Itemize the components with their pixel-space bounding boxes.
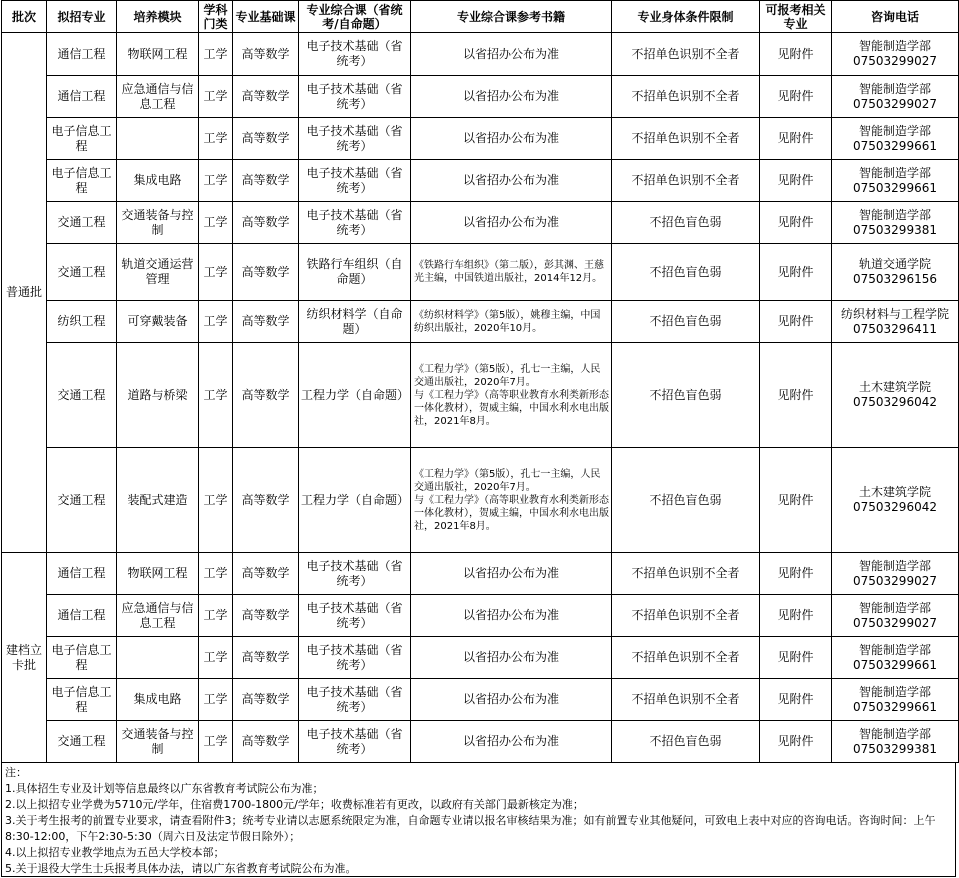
category-cell: 工学 [199, 118, 233, 160]
category-cell: 工学 [199, 33, 233, 76]
physical-requirement-cell: 不招色盲色弱 [612, 448, 760, 553]
reference-cell: 以省招办公布为准 [411, 595, 612, 637]
basic-course-cell: 高等数学 [233, 553, 299, 595]
contact-cell: 纺织材料与工程学院07503296411 [832, 301, 959, 343]
table-row [2, 202, 959, 244]
comprehensive-course-cell: 电子技术基础（省统考） [299, 721, 411, 763]
table-row [2, 595, 959, 637]
physical-requirement-cell: 不招单色识别不全者 [612, 679, 760, 721]
physical-requirement-cell: 不招单色识别不全者 [612, 76, 760, 118]
module-cell [117, 118, 199, 160]
physical-requirement-cell: 不招色盲色弱 [612, 721, 760, 763]
table-row [2, 343, 959, 448]
note-line: 1.具体招生专业及计划等信息最终以广东省教育考试院公布为准； [5, 782, 324, 795]
basic-course-cell: 高等数学 [233, 679, 299, 721]
category-cell: 工学 [199, 448, 233, 553]
basic-course-cell: 高等数学 [233, 160, 299, 202]
module-cell: 集成电路 [117, 679, 199, 721]
table-row [2, 553, 959, 595]
reference-cell: 《工程力学》（第5版），孔七一主编，人民交通出版社，2020年7月。 与《工程力学》（高等职业教育水利类新形态一体化教材），贺威主编，中国水利水电出版社，2021年8月。 [411, 343, 612, 448]
contact-cell: 智能制造学部 07503299027 [832, 595, 959, 637]
note-line: 4.以上拟招专业教学地点为五邑大学校本部； [5, 846, 225, 859]
major-cell: 交通工程 [47, 244, 117, 301]
note-line: 5.关于退役大学生士兵报考具体办法，请以广东省教育考试院公布为准。 [5, 862, 357, 875]
basic-course-cell: 高等数学 [233, 33, 299, 76]
comprehensive-course-cell: 电子技术基础（省统考） [299, 679, 411, 721]
related-major-cell: 见附件 [760, 202, 832, 244]
header-module: 培养模块 [117, 1, 199, 33]
reference-cell: 以省招办公布为准 [411, 637, 612, 679]
reference-cell: 以省招办公布为准 [411, 721, 612, 763]
major-cell: 通信工程 [47, 595, 117, 637]
note-line: 2.以上拟招专业学费为5710元/学年，住宿费1700-1800元/学年；收费标准若有更改，以政府有关部门最新核定为准； [5, 798, 584, 811]
major-cell: 交通工程 [47, 343, 117, 448]
header-major: 拟招专业 [47, 1, 117, 33]
physical-requirement-cell: 不招色盲色弱 [612, 301, 760, 343]
reference-cell: 以省招办公布为准 [411, 33, 612, 76]
major-cell: 纺织工程 [47, 301, 117, 343]
physical-requirement-cell: 不招单色识别不全者 [612, 595, 760, 637]
module-cell: 集成电路 [117, 160, 199, 202]
category-cell: 工学 [199, 202, 233, 244]
reference-cell: 以省招办公布为准 [411, 160, 612, 202]
physical-requirement-cell: 不招单色识别不全者 [612, 160, 760, 202]
category-cell: 工学 [199, 301, 233, 343]
reference-cell: 以省招办公布为准 [411, 76, 612, 118]
comprehensive-course-cell: 电子技术基础（省统考） [299, 160, 411, 202]
basic-course-cell: 高等数学 [233, 595, 299, 637]
contact-cell: 智能制造学部 07503299027 [832, 553, 959, 595]
comprehensive-course-cell: 工程力学（自命题） [299, 448, 411, 553]
major-cell: 交通工程 [47, 721, 117, 763]
notes-section [1, 763, 956, 877]
related-major-cell: 见附件 [760, 553, 832, 595]
category-cell: 工学 [199, 76, 233, 118]
basic-course-cell: 高等数学 [233, 343, 299, 448]
basic-course-cell: 高等数学 [233, 301, 299, 343]
contact-cell: 智能制造学部 07503299661 [832, 679, 959, 721]
table-row [2, 637, 959, 679]
header-basic-course: 专业基础课 [233, 1, 299, 33]
major-cell: 电子信息工程 [47, 160, 117, 202]
major-cell: 通信工程 [47, 76, 117, 118]
table-row [2, 679, 959, 721]
contact-cell: 智能制造学部 07503299381 [832, 721, 959, 763]
related-major-cell: 见附件 [760, 301, 832, 343]
module-cell: 应急通信与信息工程 [117, 76, 199, 118]
module-cell: 物联网工程 [117, 553, 199, 595]
header-physical-requirements: 专业身体条件限制 [612, 1, 760, 33]
header-related-majors: 可报考相关专业 [760, 1, 832, 33]
related-major-cell: 见附件 [760, 244, 832, 301]
category-cell: 工学 [199, 343, 233, 448]
basic-course-cell: 高等数学 [233, 721, 299, 763]
major-cell: 电子信息工程 [47, 118, 117, 160]
comprehensive-course-cell: 纺织材料学（自命题） [299, 301, 411, 343]
related-major-cell: 见附件 [760, 33, 832, 76]
contact-cell: 智能制造学部 07503299381 [832, 202, 959, 244]
header-row [2, 1, 959, 33]
major-cell: 交通工程 [47, 448, 117, 553]
note-line: 3.关于考生报考的前置专业要求，请查看附件3；统考专业请以志愿系统限定为准，自命题专业请以报名审核结果为准；如有前置专业其他疑问，可致电上表中对应的咨询电话。咨询时间：上午8:30-12:00，下午2:30-5:30（周六日及法定节假日除外）； [5, 814, 936, 843]
physical-requirement-cell: 不招单色识别不全者 [612, 637, 760, 679]
major-cell: 交通工程 [47, 202, 117, 244]
reference-cell: 《工程力学》（第5版），孔七一主编，人民交通出版社，2020年7月。 与《工程力学》（高等职业教育水利类新形态一体化教材），贺威主编，中国水利水电出版社，2021年8月。 [411, 448, 612, 553]
comprehensive-course-cell: 电子技术基础（省统考） [299, 595, 411, 637]
module-cell: 道路与桥梁 [117, 343, 199, 448]
comprehensive-course-cell: 电子技术基础（省统考） [299, 33, 411, 76]
physical-requirement-cell: 不招色盲色弱 [612, 343, 760, 448]
category-cell: 工学 [199, 160, 233, 202]
module-cell: 应急通信与信息工程 [117, 595, 199, 637]
admissions-table [1, 0, 959, 763]
table-row [2, 160, 959, 202]
module-cell: 装配式建造 [117, 448, 199, 553]
reference-cell: 《铁路行车组织》（第二版），彭其渊、王慈光主编，中国铁道出版社，2014年12月。 [411, 244, 612, 301]
batch-cell: 普通批 [2, 33, 47, 553]
physical-requirement-cell: 不招单色识别不全者 [612, 553, 760, 595]
related-major-cell: 见附件 [760, 343, 832, 448]
header-contact-phone: 咨询电话 [832, 1, 959, 33]
related-major-cell: 见附件 [760, 721, 832, 763]
related-major-cell: 见附件 [760, 448, 832, 553]
reference-cell: 《纺织材料学》（第5版），姚穆主编，中国纺织出版社，2020年10月。 [411, 301, 612, 343]
header-category: 学科门类 [199, 1, 233, 33]
reference-cell: 以省招办公布为准 [411, 202, 612, 244]
contact-cell: 土木建筑学院 07503296042 [832, 448, 959, 553]
related-major-cell: 见附件 [760, 679, 832, 721]
related-major-cell: 见附件 [760, 76, 832, 118]
physical-requirement-cell: 不招色盲色弱 [612, 202, 760, 244]
category-cell: 工学 [199, 721, 233, 763]
basic-course-cell: 高等数学 [233, 202, 299, 244]
category-cell: 工学 [199, 553, 233, 595]
contact-cell: 智能制造学部 07503299027 [832, 76, 959, 118]
related-major-cell: 见附件 [760, 637, 832, 679]
module-cell: 轨道交通运营管理 [117, 244, 199, 301]
basic-course-cell: 高等数学 [233, 118, 299, 160]
comprehensive-course-cell: 铁路行车组织（自命题） [299, 244, 411, 301]
table-row [2, 118, 959, 160]
reference-cell: 以省招办公布为准 [411, 118, 612, 160]
table-row [2, 76, 959, 118]
batch-cell: 建档立卡批 [2, 553, 47, 763]
comprehensive-course-cell: 电子技术基础（省统考） [299, 553, 411, 595]
reference-cell: 以省招办公布为准 [411, 679, 612, 721]
table-row [2, 448, 959, 553]
major-cell: 电子信息工程 [47, 679, 117, 721]
contact-cell: 智能制造学部 07503299661 [832, 160, 959, 202]
category-cell: 工学 [199, 244, 233, 301]
physical-requirement-cell: 不招单色识别不全者 [612, 33, 760, 76]
comprehensive-course-cell: 电子技术基础（省统考） [299, 202, 411, 244]
major-cell: 电子信息工程 [47, 637, 117, 679]
comprehensive-course-cell: 电子技术基础（省统考） [299, 637, 411, 679]
category-cell: 工学 [199, 679, 233, 721]
related-major-cell: 见附件 [760, 595, 832, 637]
header-batch: 批次 [2, 1, 47, 33]
major-cell: 通信工程 [47, 33, 117, 76]
contact-cell: 智能制造学部 07503299027 [832, 33, 959, 76]
contact-cell: 轨道交通学院 07503296156 [832, 244, 959, 301]
header-reference-books: 专业综合课参考书籍 [411, 1, 612, 33]
related-major-cell: 见附件 [760, 160, 832, 202]
major-cell: 通信工程 [47, 553, 117, 595]
module-cell: 可穿戴装备 [117, 301, 199, 343]
comprehensive-course-cell: 电子技术基础（省统考） [299, 76, 411, 118]
basic-course-cell: 高等数学 [233, 76, 299, 118]
module-cell [117, 637, 199, 679]
header-comprehensive-course: 专业综合课（省统考/自命题） [299, 1, 411, 33]
module-cell: 交通装备与控制 [117, 721, 199, 763]
category-cell: 工学 [199, 595, 233, 637]
contact-cell: 土木建筑学院 07503296042 [832, 343, 959, 448]
basic-course-cell: 高等数学 [233, 244, 299, 301]
contact-cell: 智能制造学部 07503299661 [832, 118, 959, 160]
module-cell: 交通装备与控制 [117, 202, 199, 244]
note-line: 注： [5, 766, 27, 779]
table-row [2, 721, 959, 763]
comprehensive-course-cell: 电子技术基础（省统考） [299, 118, 411, 160]
reference-cell: 以省招办公布为准 [411, 553, 612, 595]
category-cell: 工学 [199, 637, 233, 679]
physical-requirement-cell: 不招单色识别不全者 [612, 118, 760, 160]
table-row [2, 244, 959, 301]
basic-course-cell: 高等数学 [233, 637, 299, 679]
comprehensive-course-cell: 工程力学（自命题） [299, 343, 411, 448]
physical-requirement-cell: 不招色盲色弱 [612, 244, 760, 301]
related-major-cell: 见附件 [760, 118, 832, 160]
table-row [2, 301, 959, 343]
contact-cell: 智能制造学部 07503299661 [832, 637, 959, 679]
basic-course-cell: 高等数学 [233, 448, 299, 553]
table-row [2, 33, 959, 76]
module-cell: 物联网工程 [117, 33, 199, 76]
